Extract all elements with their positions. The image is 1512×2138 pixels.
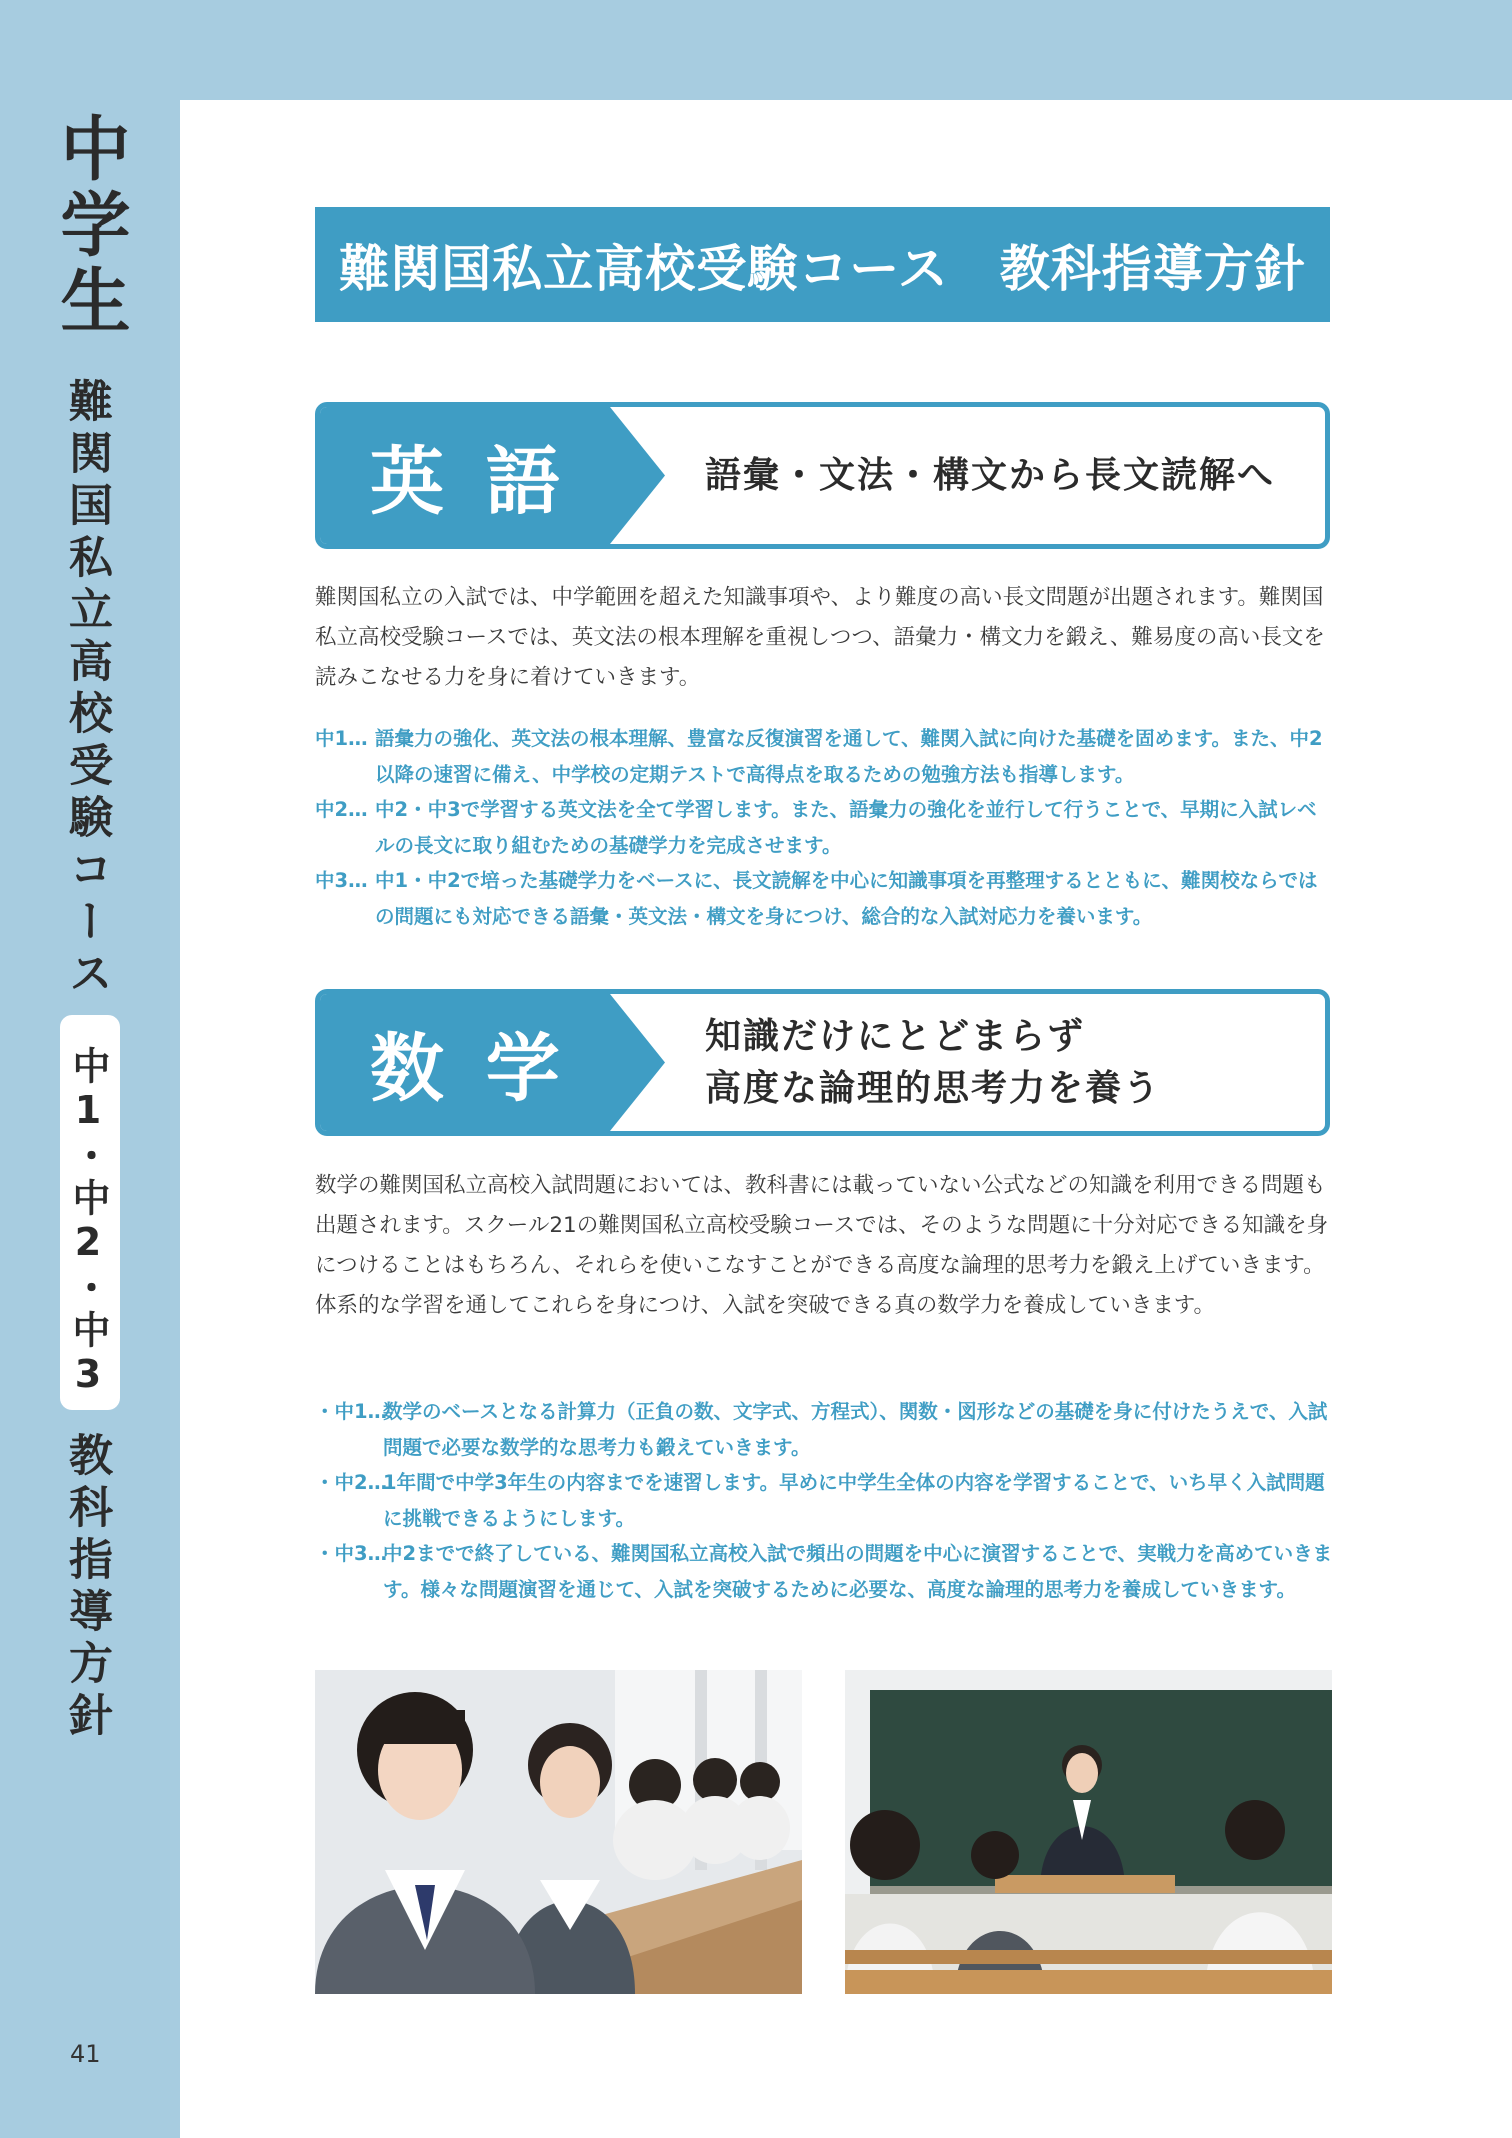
point-label: ・中2… — [315, 1471, 388, 1494]
math-points — [315, 1394, 1335, 1607]
classroom-photo — [845, 1670, 1332, 1994]
sidebar-level-label: 中学生 — [49, 112, 131, 340]
english-header — [315, 402, 1330, 549]
sidebar-course-label: 難関国私立高校受験コース — [61, 378, 112, 1002]
english-points — [315, 721, 1335, 934]
math-point-3 — [315, 1536, 1335, 1607]
math-tagline-wrap — [705, 994, 1161, 1131]
point-text: 語彙力の強化、英文法の根本理解、豊富な反復演習を通して、難関入試に向けた基礎を固めます。また、中2以降の速習に備え、中学校の定期テストで高得点を取るための勉強方法も指導します。 — [375, 727, 1323, 786]
english-point-3 — [315, 863, 1335, 934]
math-header — [315, 989, 1330, 1136]
point-label: 中2… — [315, 798, 368, 821]
point-label: ・中1… — [315, 1400, 388, 1423]
english-point-1 — [315, 721, 1335, 792]
students-photo — [315, 1670, 802, 1994]
point-text: 数学のベースとなる計算力（正負の数、文字式、方程式）、関数・図形などの基礎を身に付けたうえで、入試問題で必要な数学的な思考力も鍛えていきます。 — [383, 1400, 1328, 1459]
point-label: 中1… — [315, 727, 368, 750]
page-title: 難関国私立高校受験コース 教科指導方針 — [315, 207, 1330, 322]
point-label: 中3… — [315, 869, 368, 892]
math-point-2 — [315, 1465, 1335, 1536]
point-text: 中2までで終了している、難関国私立高校入試で頻出の問題を中心に演習することで、実戦力を高めていきます。様々な問題演習を通じて、入試を突破するために必要な、高度な論理的思考力を養成していきます。 — [383, 1542, 1333, 1601]
math-tagline-line1: 知識だけにとどまらず — [705, 1015, 1086, 1057]
point-text: 中2・中3で学習する英文法を全て学習します。また、語彙力の強化を並行して行うことで、早期に入試レベルの長文に取り組むための基礎学力を完成させます。 — [375, 798, 1317, 857]
point-text: 1年間で中学3年生の内容までを速習します。早めに中学生全体の内容を学習することで、いち早く入試問題に挑戦できるようにします。 — [383, 1471, 1325, 1530]
sidebar-policy-label: 教科指導方針 — [61, 1432, 112, 1744]
sidebar-grades-label: 中1・中2・中3 — [66, 1046, 110, 1400]
page-number: 41 — [70, 2040, 101, 2068]
english-tab — [320, 407, 670, 544]
point-label: ・中3… — [315, 1542, 388, 1565]
top-band — [0, 0, 1512, 100]
math-subject-name: 数 学 — [370, 1025, 568, 1112]
math-tab — [320, 994, 670, 1131]
english-tagline-wrap — [705, 407, 1275, 544]
english-subject-name: 英 語 — [370, 438, 568, 525]
math-point-1 — [315, 1394, 1335, 1465]
english-tagline: 語彙・文法・構文から長文読解へ — [705, 454, 1276, 496]
math-tagline-line2: 高度な論理的思考力を養う — [705, 1067, 1162, 1109]
english-point-2 — [315, 792, 1335, 863]
english-paragraph: 難関国私立の入試では、中学範囲を超えた知識事項や、より難度の高い長文問題が出題されます。難関国私立高校受験コースでは、英文法の根本理解を重視しつつ、語彙力・構文力を鍛え、難易度の高い長文を読みこなせる力を身に着けていきます。 — [315, 585, 1325, 690]
math-paragraph: 数学の難関国私立高校入試問題においては、教科書には載っていない公式などの知識を利用できる問題も出題されます。スクール21の難関国私立高校受験コースでは、そのような問題に十分対応できる知識を身につけることはもちろん、それらを使いこなすことができる高度な論理的思考力を鍛え上げていきます。体系的な学習を通してこれらを身につけ、入試を突破できる真の数学力を養成していきます。 — [315, 1173, 1329, 1318]
point-text: 中1・中2で培った基礎学力をベースに、長文読解を中心に知識事項を再整理するとともに、難関校ならではの問題にも対応できる語彙・英文法・構文を身につけ、総合的な入試対応力を養います。 — [375, 869, 1318, 928]
